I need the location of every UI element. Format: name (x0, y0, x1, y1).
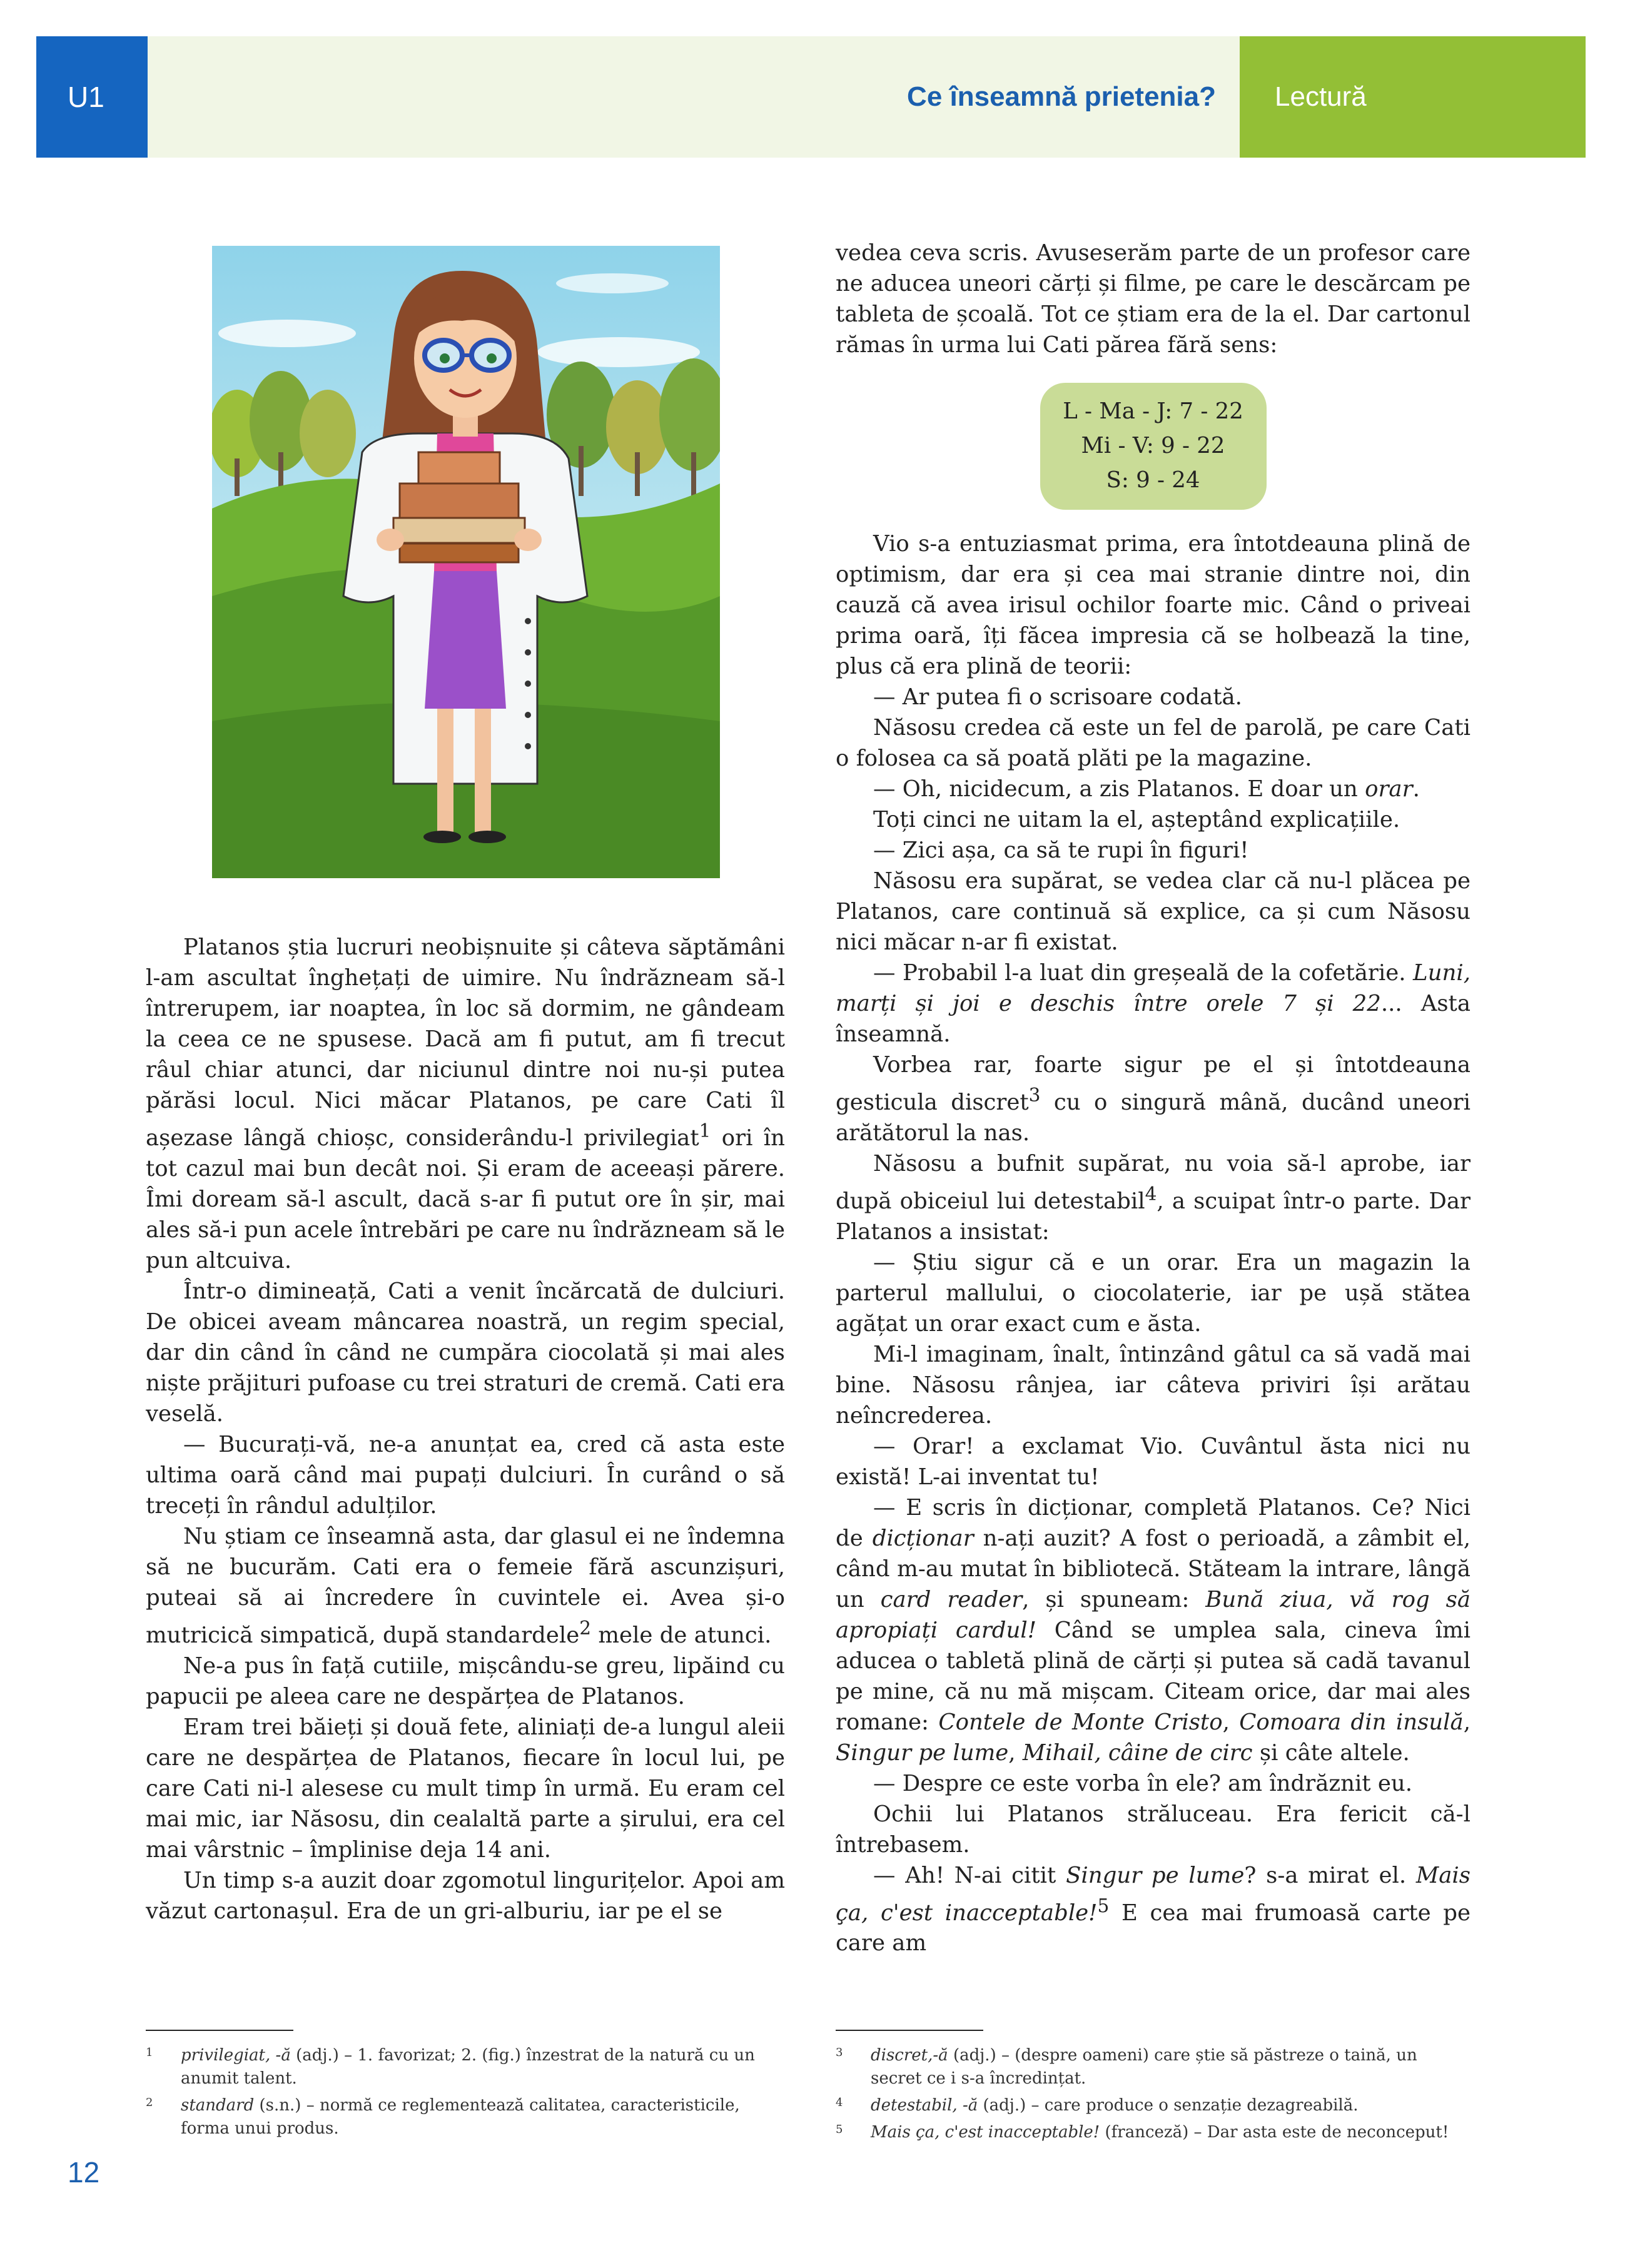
left-column-text (146, 932, 785, 1926)
footnote-number: 5 (836, 2123, 843, 2136)
schedule-line: Mi - V: 9 - 22 (1081, 433, 1225, 458)
footnote-text: Mais ça, c'est inacceptable! (franceză) – Dar asta este de neconceput! (871, 2123, 1449, 2142)
paragraph: Platanos știa lucruri neobișnuite și câteva săptămâni l-am ascultat înghețați de uimire. Nu îndrăzneam să-l întrerupem, iar noaptea, în loc să dormim, ne gândeam la ceea ce ne spusese. Dacă am fi putut, am fi trecut râul chiar atunci, dar niciunul dintre noi nu-și putea părăsi locul. Nici măcar Platanos, pe care Cati îl așezase lângă chioșc, considerându-l privilegiat$^1$ ori în tot cazul mai bun decât noi. Și eram de aceeași părere. Îmi doream să-l ascult, dacă s-ar fi putut ore în șir, mai ales să-i pun acele întrebări pe care nu îndrăzneam să le pun altcuiva. (146, 934, 785, 1273)
footnote (836, 2121, 1471, 2144)
paragraph: Ochii lui Platanos străluceau. Era fericit că-l întrebasem. (836, 1801, 1471, 1858)
footnote-rule-left (146, 2030, 293, 2031)
paragraph: Nu știam ce înseamnă asta, dar glasul ei ne îndemna să ne bucurăm. Cati era o femeie fără ascunzișuri, puteai să ai încredere în cuvintele ei. Avea și-o mutricică simpatică, după standardele$^2$ mele de atunci. (146, 1523, 785, 1648)
paragraph: Năsosu a bufnit supărat, nu voia să-l aprobe, iar după obiceiul lui detestabil$^4$, a scuipat într-o parte. Dar Platanos a insistat: (836, 1150, 1471, 1245)
footnote (146, 2094, 785, 2140)
paragraph: — Știu sigur că e un orar. Era un magazin la parterul mallului, o ciocolaterie, iar pe ușă stătea agățat un orar exact cum e ăsta. (836, 1249, 1471, 1337)
footnote-text: detestabil, -ă (adj.) – care produce o senzație dezagreabilă. (871, 2096, 1359, 2115)
paragraph: Ne-a pus în față cutiile, mișcându-se greu, lipăind cu papucii pe aleea care ne despărțea de Platanos. (146, 1653, 785, 1709)
footnote-rule-right (836, 2030, 983, 2031)
chapter-title: Ce înseamnă prietenia? (907, 81, 1216, 112)
chapter-header (148, 36, 1240, 158)
unit-text: U1 (68, 81, 104, 113)
footnote-text: privilegiat, -ă (adj.) – 1. favorizat; 2. (fig.) înzestrat de la natură cu un anumit talent. (181, 2046, 755, 2088)
paragraph: Eram trei băieți și două fete, aliniați de-a lungul aleii care ne despărțea de Platanos, fiecare în locul lui, pe care Cati ni-l alesese cu mult timp în urmă. Eu eram cel mai mic, iar Năsosu, din cealaltă parte a șirului, era cel mai vârstnic – împlinise deja 14 ani. (146, 1714, 785, 1863)
paragraph: — Zici așa, ca să te rupi în figuri! (873, 838, 1249, 863)
footnote-number: 4 (836, 2096, 843, 2109)
woman-with-cake-boxes-illustration (212, 246, 720, 878)
section-label (1240, 36, 1586, 158)
right-column-body (836, 529, 1471, 1958)
paragraph: — Bucurați-vă, ne-a anunțat ea, cred că asta este ultima oară când mai pupați dulciuri. În curând o să treceți în rândul adulților. (146, 1431, 785, 1519)
footnote (836, 2094, 1471, 2117)
footnote (836, 2044, 1471, 2090)
page-number: 12 (68, 2156, 100, 2189)
footnote (146, 2044, 785, 2090)
paragraph: Năsosu era supărat, se vedea clar că nu-l plăcea pe Platanos, care continuă să explice, ca și cum Năsosu nici măcar n-ar fi existat. (836, 868, 1471, 955)
unit-label (36, 36, 148, 158)
paragraph: — E scris în dicționar, completă Platanos. Ce? Nici de dicționar n-ați auzit? A fost o perioadă, a zâmbit el, când m-au mutat în bibliotecă. Stăteam la intrare, lângă un card reader, și spuneam: Bună ziua, vă rog să apropiați cardul! Când se umplea sala, cineva îmi aducea o tabletă plină de cărți și putea să cadă tavanul pe mine, că nu mă mișcam. Citeam orice, dar mai ales romane: Contele de Monte Cristo, Comoara din insulă, Singur pe lume, Mihail, câine de circ și câte altele. (836, 1494, 1471, 1766)
paragraph: — Ar putea fi o scrisoare codată. (873, 684, 1242, 710)
paragraph: vedea ceva scris. Avuseserăm parte de un profesor care ne aducea uneori cărți și filme, pe care le descărcam pe tableta de școală. Tot ce știam era de la el. Dar cartonul rămas în urma lui Cati părea fără sens: (836, 240, 1471, 358)
schedule-card (1040, 383, 1267, 510)
schedule-line: L - Ma - J: 7 - 22 (1063, 398, 1243, 424)
footnote-number: 2 (146, 2096, 153, 2109)
paragraph: — Despre ce este vorba în ele? am îndrăznit eu. (873, 1770, 1413, 1796)
paragraph: Un timp s-a auzit doar zgomotul lingurițelor. Apoi am văzut cartonașul. Era de un gri-alburiu, iar pe el se (146, 1867, 785, 1924)
footnote-text: discret,-ă (adj.) – (despre oameni) care știe să păstreze o taină, un secret ce i s-a încredințat. (871, 2046, 1417, 2088)
paragraph: — Oh, nicidecum, a zis Platanos. E doar un orar. (873, 776, 1420, 802)
paragraph: Năsosu credea că este un fel de parolă, pe care Cati o folosea ca să poată plăti pe la magazine. (836, 715, 1471, 771)
right-column-text (836, 238, 1471, 1958)
schedule-line: S: 9 - 24 (1106, 467, 1200, 493)
paragraph: Vio s-a entuziasmat prima, era întotdeauna plină de optimism, dar era și cea mai stranie dintre noi, din cauză că avea irisul ochilor foarte mic. Când o priveai prima oară, îți făcea impresia că se holbează la tine, plus că era plină de teorii: (836, 531, 1471, 679)
paragraph: — Probabil l-a luat din greșeală de la cofetărie. Luni, marți și joi e deschis între orele 7 și 22... Asta înseamnă. (836, 960, 1471, 1047)
paragraph: Mi-l imaginam, înalt, întinzând gâtul ca să vadă mai bine. Năsosu rânjea, iar câteva priviri își arătau neîncrederea. (836, 1341, 1471, 1429)
paragraph: Într-o dimineață, Cati a venit încărcată de dulciuri. De obicei aveam mâncarea noastră, un regim special, dar din când în când ne cumpăra ciocolată și mai ales niște prăjituri pufoase cu trei straturi de cremă. Cati era veselă. (146, 1278, 785, 1427)
footnote-number: 3 (836, 2046, 843, 2059)
footnote-number: 1 (146, 2046, 153, 2059)
paragraph: — Ah! N-ai citit Singur pe lume? s-a mirat el. Mais ça, c'est inacceptable!$^5$ E cea mai frumoasă carte pe care am (836, 1862, 1471, 1957)
right-column-intro (836, 238, 1471, 360)
section-text: Lectură (1275, 81, 1367, 112)
paragraph: Vorbea rar, foarte sigur pe el și întotdeauna gesticula discret$^3$ cu o singură mână, ducând uneori arătătorul la nas. (836, 1052, 1471, 1146)
paragraph: Toți cinci ne uitam la el, așteptând explicațiile. (873, 807, 1400, 833)
paragraph: — Orar! a exclamat Vio. Cuvântul ăsta nici nu există! L-ai inventat tu! (836, 1433, 1471, 1490)
footnote-text: standard (s.n.) – normă ce reglementează calitatea, caracteristicile, forma unui produs. (181, 2096, 740, 2138)
